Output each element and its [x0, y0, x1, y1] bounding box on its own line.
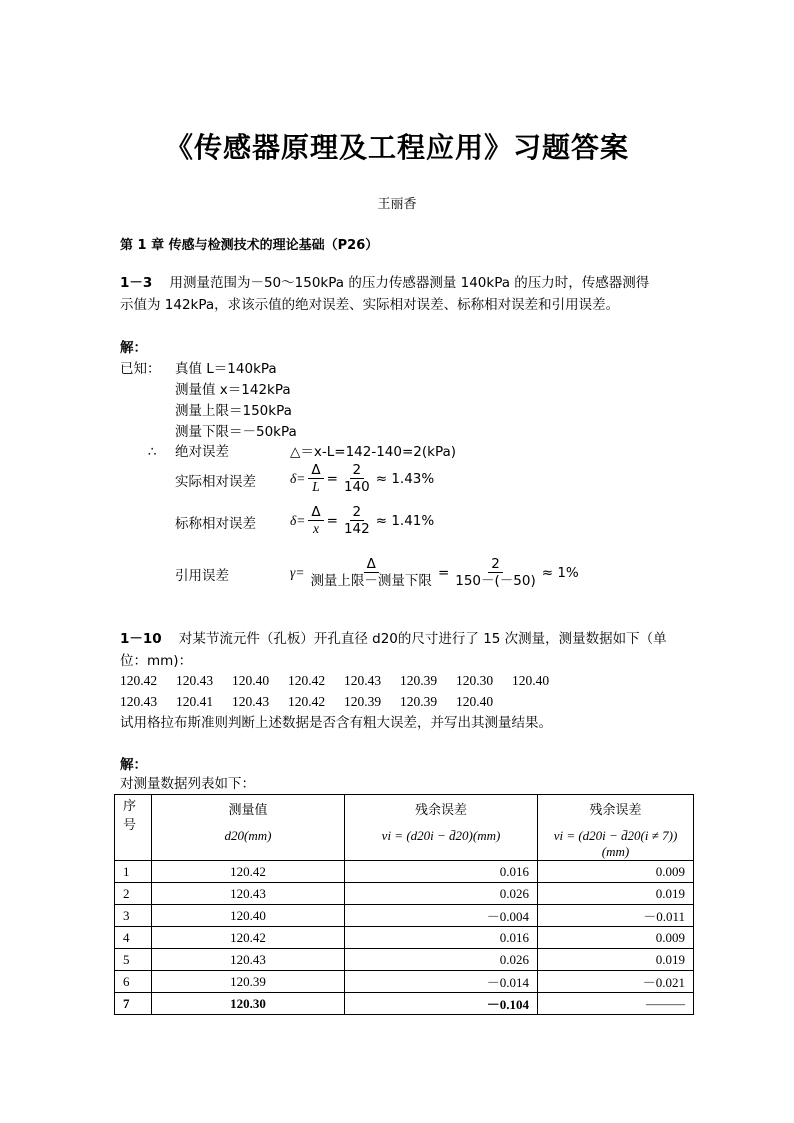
data-value: 120.39 [344, 694, 382, 709]
table-row [115, 927, 694, 949]
fraction [308, 462, 323, 495]
therefore-symbol: ∴ [148, 444, 157, 460]
table-cell-v2: 0.019 [538, 883, 694, 905]
table-cell-v2: ——— [538, 993, 694, 1015]
reference-error-formula [290, 556, 579, 589]
table-cell-v2: 0.019 [538, 949, 694, 971]
real-relative-error-formula [290, 462, 434, 495]
table-cell-v1: －0.014 [345, 971, 538, 993]
table-row [115, 993, 694, 1015]
real-relative-error-label: 实际相对误差 [175, 474, 256, 490]
data-row-2 [120, 691, 512, 713]
chapter-heading: 第 1 章 传感与检测技术的理论基础（P26） [120, 238, 379, 253]
numerator: 2 [350, 504, 365, 521]
fraction [452, 556, 538, 589]
table-cell-v1: 0.026 [345, 883, 538, 905]
absolute-error-label: 绝对误差 [175, 444, 229, 460]
data-value: 120.43 [232, 694, 270, 709]
table-cell-v2: 0.009 [538, 927, 694, 949]
result: ≈ 1% [541, 564, 579, 581]
table-cell-v1: 0.016 [345, 861, 538, 883]
data-value: 120.39 [400, 694, 438, 709]
fraction [341, 462, 373, 495]
equals: = [437, 564, 450, 581]
table-row [115, 861, 694, 883]
header-formula: d20(mm) [224, 828, 272, 843]
denominator: 142 [343, 521, 370, 537]
table-cell-i: 2 [115, 883, 152, 905]
formula-lhs: δ= [290, 512, 306, 528]
data-value: 120.42 [288, 673, 326, 688]
numerator: 2 [488, 556, 503, 573]
data-value: 120.42 [120, 673, 158, 688]
true-value: 真值 L＝140kPa [175, 361, 277, 377]
table-cell-d: 120.43 [152, 949, 345, 971]
data-value: 120.30 [456, 673, 494, 688]
solution-label: 解： [120, 757, 147, 773]
header-residual-1 [345, 795, 538, 861]
lower-limit: 测量下限＝－50kPa [175, 424, 297, 440]
fraction [307, 556, 435, 589]
table-cell-v2: －0.011 [538, 905, 694, 927]
denominator: L [312, 479, 320, 494]
header-measured [152, 795, 345, 861]
header-title: 残余误差 [414, 803, 467, 818]
problem-number: 1－3 [120, 275, 153, 291]
table-cell-v1: －0.004 [345, 905, 538, 927]
data-value: 120.43 [176, 673, 214, 688]
table-row [115, 949, 694, 971]
header-index: 序号 [115, 795, 152, 861]
header-title: 残余误差 [589, 803, 642, 818]
author: 王丽香 [377, 197, 417, 212]
data-value: 120.41 [176, 694, 214, 709]
header-formula: vi = (d20i − d̄20(i ≠ 7))(mm) [553, 828, 678, 859]
numerator: Δ [364, 556, 379, 573]
header-formula: vi = (d20i − d̄20)(mm) [381, 828, 501, 843]
table-cell-v1: 0.026 [345, 949, 538, 971]
problem-text: 用测量范围为－50～150kPa 的压力传感器测量 140kPa 的压力时，传感器测得 [169, 275, 650, 291]
data-value: 120.40 [512, 673, 550, 688]
numerator: Δ [308, 504, 323, 521]
table-row [115, 883, 694, 905]
header-residual-2 [538, 795, 694, 861]
page-title: 《传感器原理及工程应用》习题答案 [164, 131, 629, 164]
table-cell-i: 3 [115, 905, 152, 927]
table-cell-d: 120.40 [152, 905, 345, 927]
table-cell-d: 120.43 [152, 883, 345, 905]
table-cell-d: 120.42 [152, 861, 345, 883]
table-intro: 对测量数据列表如下： [120, 776, 255, 792]
table-cell-i: 4 [115, 927, 152, 949]
table-cell-i: 7 [115, 993, 152, 1015]
table-cell-v2: 0.009 [538, 861, 694, 883]
table-row [115, 905, 694, 927]
numerator: 2 [350, 462, 365, 479]
problem-number: 1－10 [120, 631, 162, 647]
result: ≈ 1.41% [375, 512, 435, 529]
problem-question: 试用格拉布斯准则判断上述数据是否含有粗大误差，并写出其测量结果。 [120, 715, 552, 731]
measurement-table [114, 794, 694, 1015]
result: ≈ 1.43% [375, 470, 435, 487]
denominator: 测量上限－测量下限 [310, 573, 432, 589]
problem-text: 对某节流元件（孔板）开孔直径 d20的尺寸进行了 15 次测量，测量数据如下（单 [178, 631, 667, 647]
table-cell-v2: －0.021 [538, 971, 694, 993]
nominal-relative-error-label: 标称相对误差 [175, 516, 256, 532]
equals: = [326, 470, 338, 487]
header-title: 测量值 [228, 803, 268, 818]
denominator: x [313, 521, 320, 536]
denominator: 150－(－50) [455, 573, 536, 589]
fraction [341, 504, 373, 537]
table-cell-i: 6 [115, 971, 152, 993]
data-value: 120.40 [232, 673, 270, 688]
problem-text: 示值为 142kPa，求该示值的绝对误差、实际相对误差、标称相对误差和引用误差。 [120, 297, 620, 313]
measured-value: 测量值 x＝142kPa [175, 382, 291, 398]
solution-label: 解： [120, 340, 147, 356]
denominator: 140 [343, 479, 370, 495]
data-value: 120.43 [120, 694, 158, 709]
table-row [115, 971, 694, 993]
formula-lhs: γ= [290, 564, 305, 580]
equals: = [326, 512, 338, 529]
data-value: 120.40 [456, 694, 494, 709]
table-cell-i: 5 [115, 949, 152, 971]
data-value: 120.42 [288, 694, 326, 709]
table-cell-d: 120.42 [152, 927, 345, 949]
data-value: 120.43 [344, 673, 382, 688]
table-header-row [115, 795, 694, 861]
fraction [308, 504, 323, 537]
table-cell-v1: －0.104 [345, 993, 538, 1015]
table-cell-v1: 0.016 [345, 927, 538, 949]
problem-1-3 [120, 272, 649, 316]
table-cell-d: 120.39 [152, 971, 345, 993]
problem-text: 位：mm)： [120, 653, 193, 669]
data-row-1 [120, 670, 568, 692]
nominal-relative-error-formula [290, 504, 434, 537]
upper-limit: 测量上限＝150kPa [175, 403, 292, 419]
formula-lhs: δ= [290, 470, 306, 486]
numerator: Δ [308, 462, 323, 479]
absolute-error-formula: △＝x-L=142-140=2(kPa) [290, 444, 457, 460]
reference-error-label: 引用误差 [175, 568, 229, 584]
known-label: 已知： [120, 361, 161, 377]
problem-1-10 [120, 628, 667, 672]
table-cell-d: 120.30 [152, 993, 345, 1015]
data-value: 120.39 [400, 673, 438, 688]
table-cell-i: 1 [115, 861, 152, 883]
